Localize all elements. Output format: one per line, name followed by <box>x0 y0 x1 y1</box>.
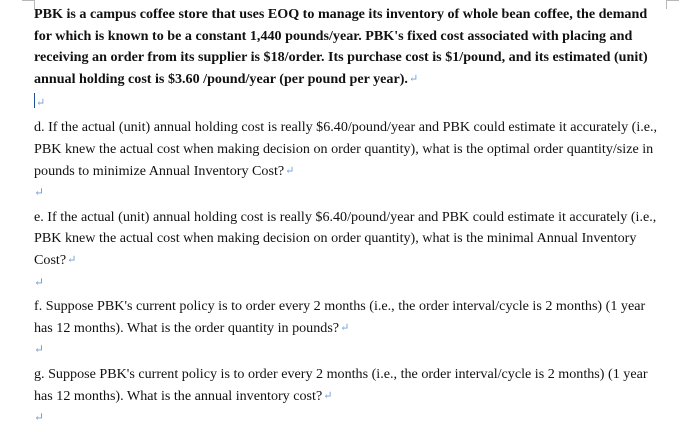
return-arrow-icon: ↵ <box>323 389 333 402</box>
return-arrow-icon: ↵ <box>34 410 45 425</box>
return-arrow-icon: ↵ <box>34 274 45 289</box>
empty-paragraph <box>34 407 666 429</box>
question-g-paragraph <box>34 364 666 407</box>
question-g-text: g. Suppose PBK's current policy is to order every 2 months (i.e., the order interval/cycle is 2 months) (1 year has 12 months). What is the annual inventory cost? <box>34 365 648 404</box>
question-f-text: f. Suppose PBK's current policy is to order every 2 months (i.e., the order interval/cycle is 2 months) (1 year has 12 months). What is the order quantity in pounds? <box>34 298 646 336</box>
return-arrow-icon: ↵ <box>34 342 45 357</box>
question-e-paragraph <box>34 207 666 272</box>
return-arrow-icon: ↵ <box>285 164 295 177</box>
return-arrow-icon: ↵ <box>36 97 46 110</box>
document-body[interactable] <box>34 4 666 429</box>
question-d-paragraph <box>34 117 666 182</box>
question-d-text: d. If the actual (unit) annual holding cost is really $6.40/pound/year and PBK could estimate it accurately (i.e., PBK knew the actual cost when making decision on order quantity), what is the optimal order quantity/size in pounds to minimize Annual Inventory Cost? <box>34 119 658 179</box>
return-arrow-icon: ↵ <box>67 253 77 266</box>
question-e-text: e. If the actual (unit) annual holding cost is really $6.40/pound/year and PBK could estimate it accurately (i.e., PBK knew the actual cost when making decision on order quantity), what is the minimal Annual Inventory Cost? <box>34 208 657 268</box>
empty-paragraph <box>34 272 666 294</box>
page-corner-mark-right <box>666 0 679 9</box>
intro-text: PBK is a campus coffee store that uses EOQ to manage its inventory of whole bean coffee, the demand for which is known to be a constant 1,440 pounds/year. PBK's fixed cost associated with placing and receiving an order from its supplier is $18/order. Its purchase cost is $1/pound, and its estimated (unit) annual holding cost is $3.60 /pound/year (per pound per year). <box>34 6 648 87</box>
return-arrow-icon: ↵ <box>408 72 419 85</box>
text-cursor-icon <box>34 93 35 108</box>
empty-paragraph <box>34 339 666 361</box>
question-f-paragraph <box>34 296 666 339</box>
empty-paragraph <box>34 182 666 204</box>
cursor-line[interactable] <box>34 90 666 114</box>
intro-paragraph <box>34 4 666 90</box>
return-arrow-icon: ↵ <box>340 321 350 334</box>
return-arrow-icon: ↵ <box>34 185 45 200</box>
